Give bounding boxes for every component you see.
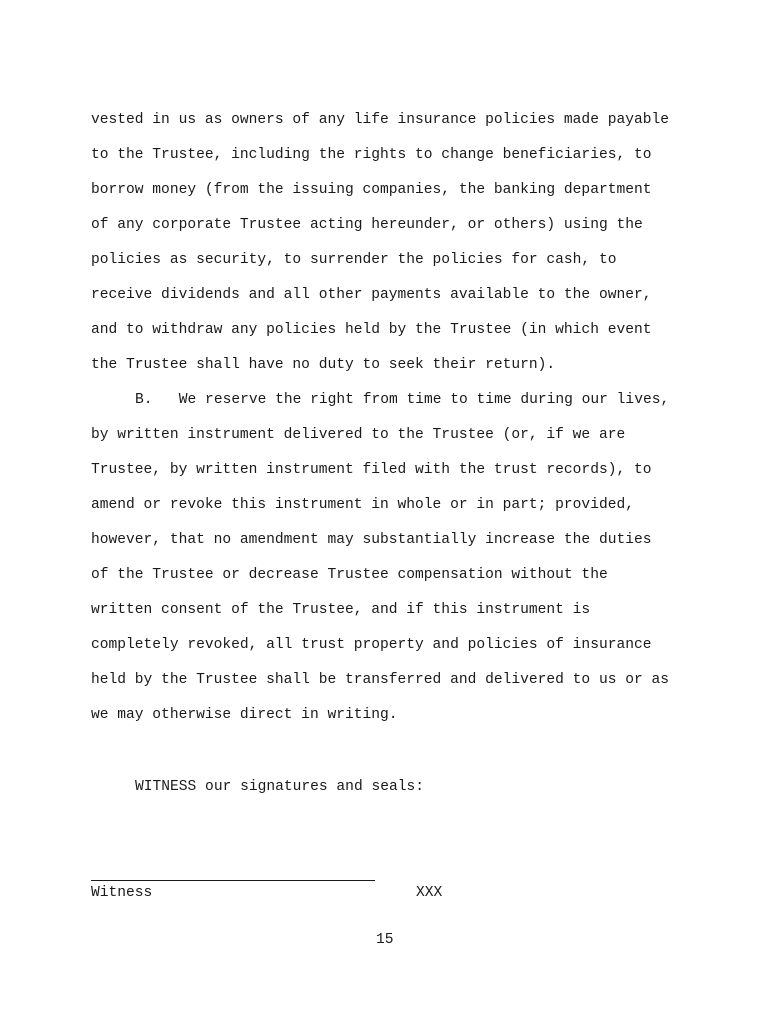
paragraph-a-line-6: receive dividends and all other payments available to the owner, [91,287,652,303]
paragraph-b-line-8: completely revoked, all trust property and policies of insurance [91,637,652,653]
paragraph-a-line-5: policies as security, to surrender the policies for cash, to [91,252,617,268]
paragraph-a-line-1: vested in us as owners of any life insurance policies made payable [91,112,670,128]
signer-label: XXX [416,885,443,901]
paragraph-b-line-1: B. We reserve the right from time to time during our lives, [135,392,670,408]
paragraph-b-line-5: however, that no amendment may substantially increase the duties [91,532,652,548]
paragraph-a-line-3: borrow money (from the issuing companies, the banking department [91,182,652,198]
paragraph-a-line-7: and to withdraw any policies held by the Trustee (in which event [91,322,652,338]
paragraph-b-line-3: Trustee, by written instrument filed with the trust records), to [91,462,652,478]
paragraph-b-line-9: held by the Trustee shall be transferred and delivered to us or as [91,672,670,688]
paragraph-b-line-10: we may otherwise direct in writing. [91,707,398,723]
paragraph-a-line-2: to the Trustee, including the rights to change beneficiaries, to [91,147,652,163]
paragraph-a-line-8: the Trustee shall have no duty to seek their return). [91,357,556,373]
page-number: 15 [376,932,394,948]
witness-label: Witness [91,885,153,901]
witness-statement: WITNESS our signatures and seals: [135,779,425,795]
witness-signature-line [91,880,375,881]
paragraph-a-line-4: of any corporate Trustee acting hereunder, or others) using the [91,217,643,233]
paragraph-b-line-2: by written instrument delivered to the Trustee (or, if we are [91,427,626,443]
paragraph-b-line-7: written consent of the Trustee, and if this instrument is [91,602,591,618]
paragraph-b-line-6: of the Trustee or decrease Trustee compensation without the [91,567,608,583]
paragraph-b-line-4: amend or revoke this instrument in whole or in part; provided, [91,497,634,513]
